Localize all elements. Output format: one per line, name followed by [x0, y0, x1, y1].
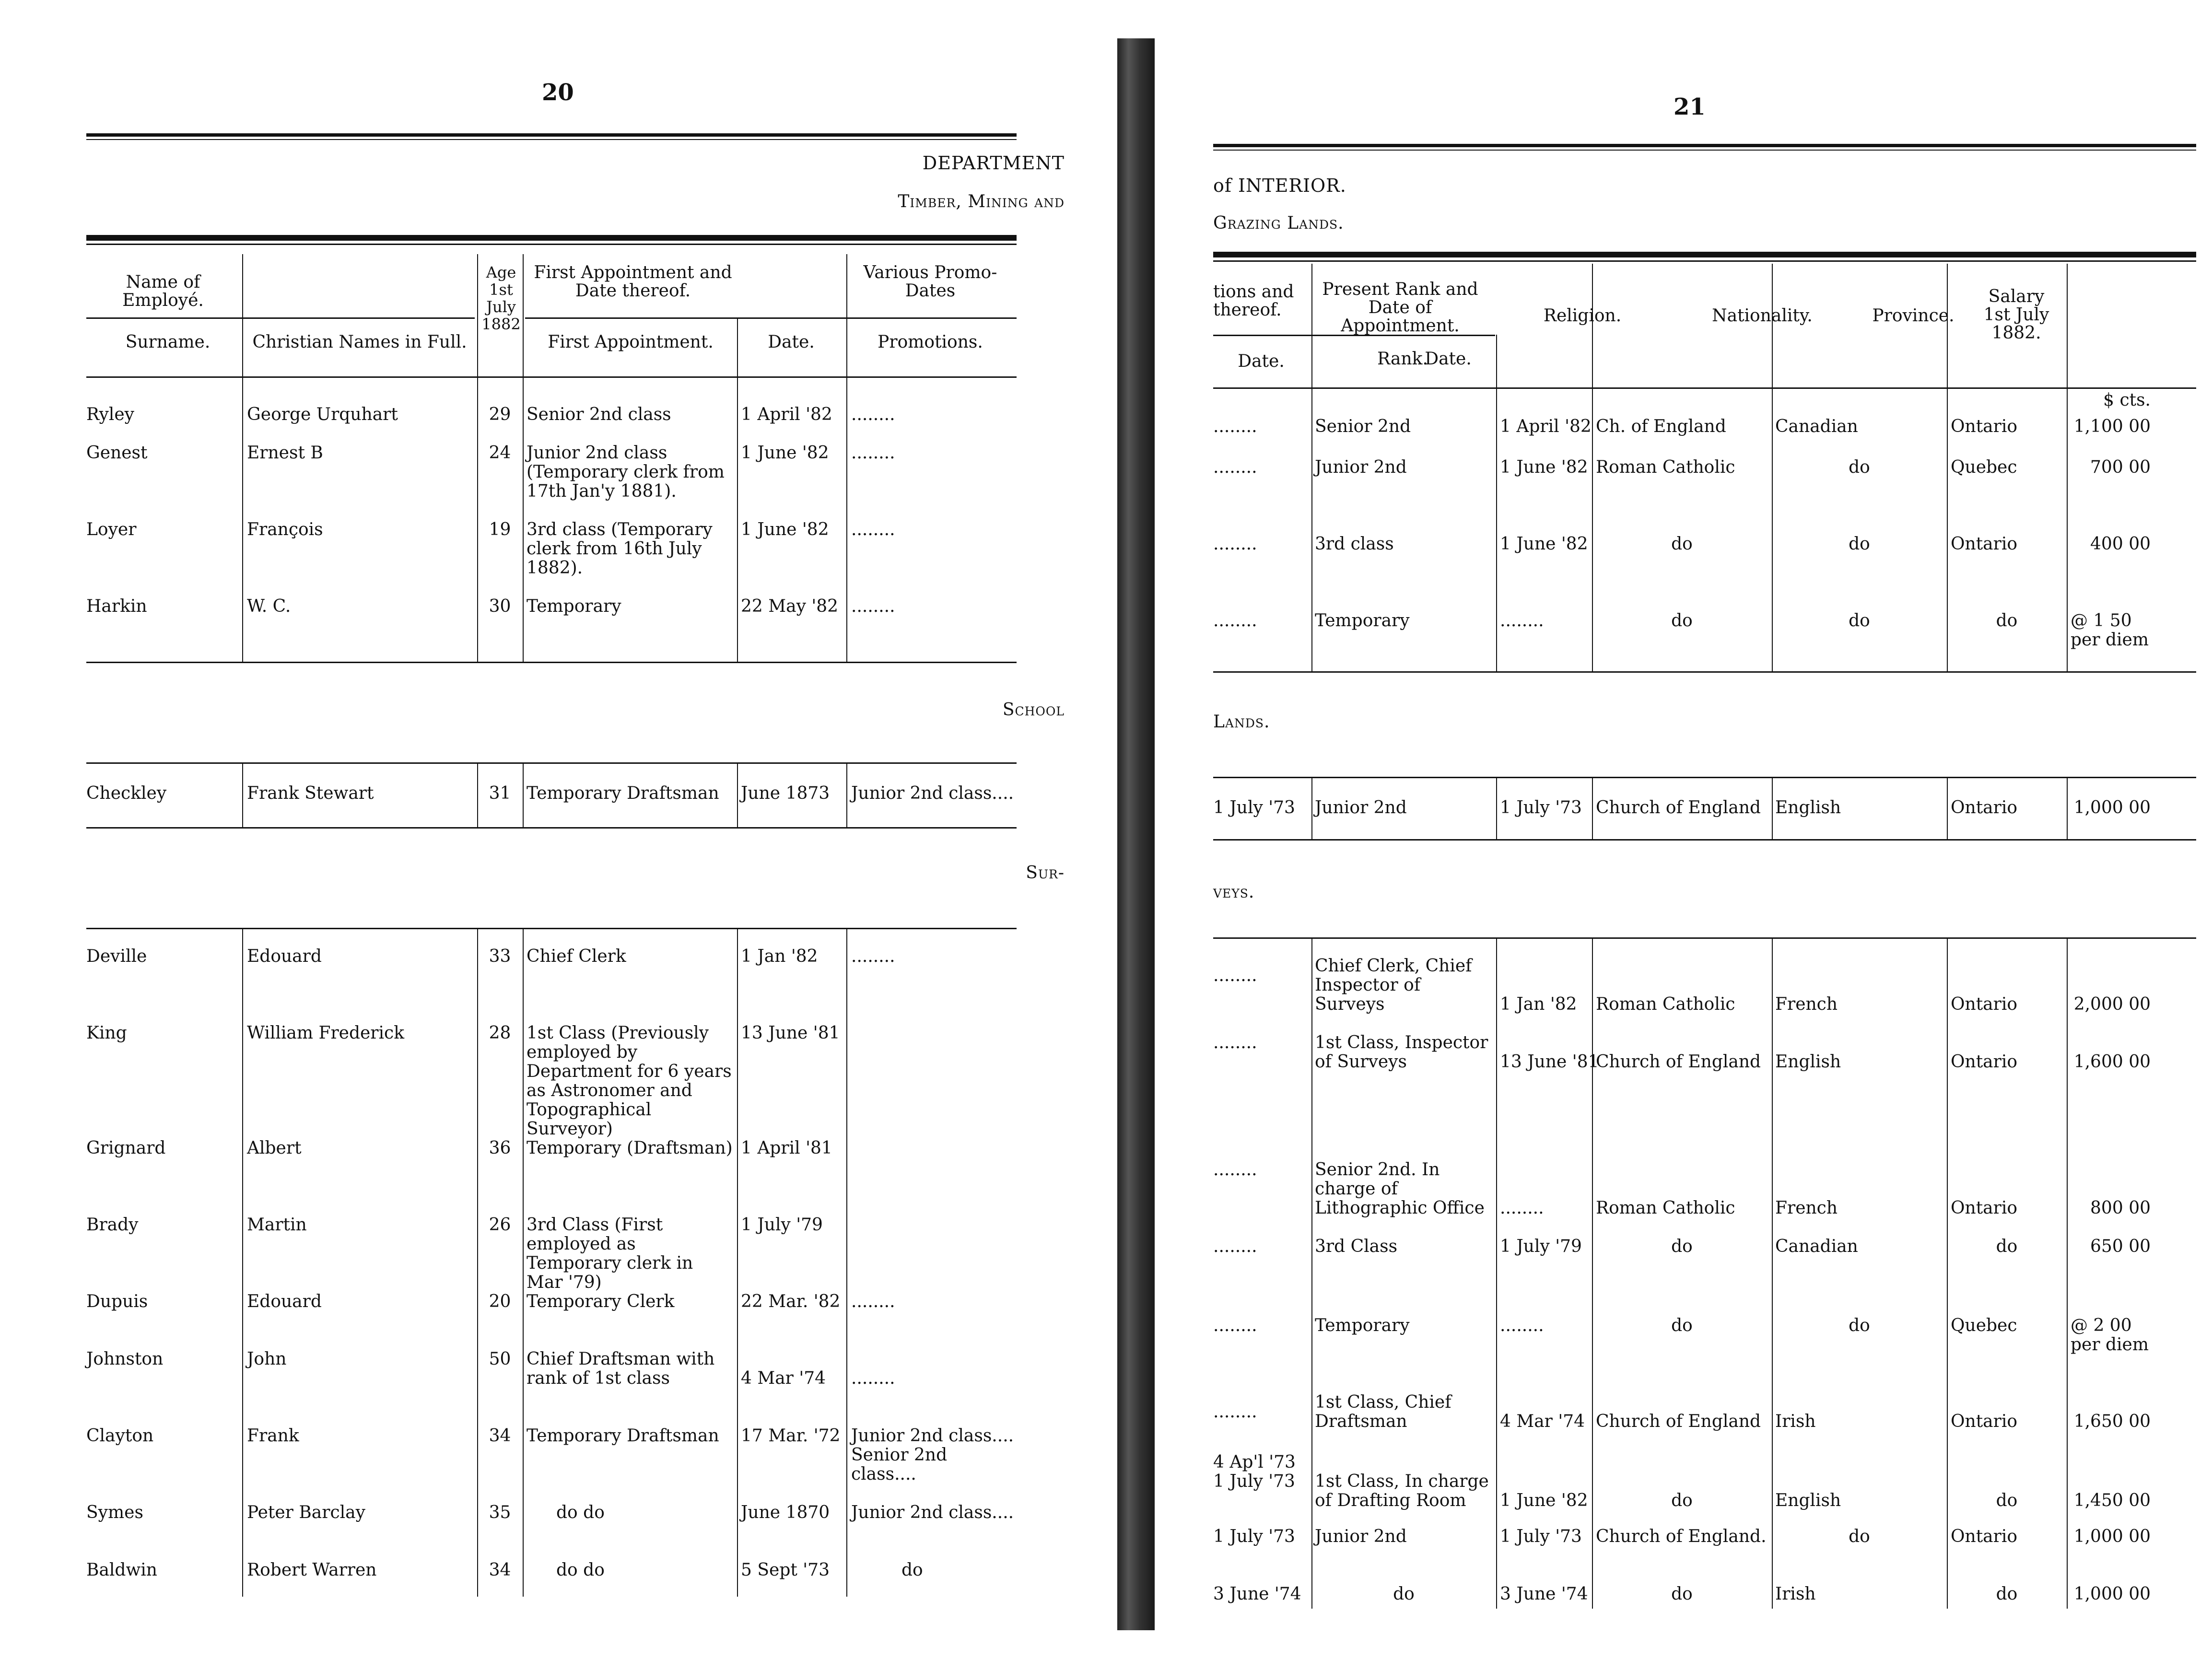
section-survey-heading: Sur- — [1026, 863, 1065, 883]
header-rank: Rank. — [1377, 349, 1428, 369]
table-top-rule — [1213, 252, 2196, 262]
department-heading: DEPARTMENT — [922, 152, 1065, 174]
header-tions-group: tions and thereof. — [1213, 282, 1294, 320]
branch-heading: Grazing Lands. — [1213, 213, 1344, 233]
header-first-appointment-group: First Appointment and Date thereof. — [534, 263, 732, 301]
header-various-group: Various Promo- Dates — [863, 263, 997, 301]
header-date: Date. — [768, 332, 815, 352]
branch-heading: Timber, Mining and — [898, 192, 1065, 211]
double-rule — [1213, 144, 2196, 151]
header-nationality: Nationality. — [1712, 306, 1813, 326]
book-spine — [1117, 38, 1155, 1630]
left-page: 20 DEPARTMENT Timber, Mining and Name of Employé. Age 1st July 1882 First Appointment and Date thereof. Various Promo- Dates Surname. Christian Names in Full. First Appointment. Date. Promotions. Ryley George Urquhart 29 Senior 2nd class 1 April '82 ........ Genest Ernest B 24 Junior 2nd class (Temporary clerk from 17th Jan'y 1881). 1 June '82 ........ Loyer François 19 3rd class (Temporary clerk from 16th July 1882). 1 June '82 ........ Harkin W. C. 30 Temporary 22 May '82 ........ School Checkley Frank Stewart 31 Temporary Draftsman June 1873 Junior 2nd class.... Sur- Deville Edouard 33 Chief Clerk 1 Jan '82 ........ King William Frederick 28 1st Class (Previously employed by Department for 6 years as Astronomer and Topographical Surveyor) 13 June '81 Grignard Albert 36 Temporary (Draftsman) 1 April '81 Brady Martin 26 3rd Class (First employed as Temporary clerk in Mar '79) 1 July '79 Dupuis Edouard 20 Temporary Clerk 22 Mar. '82 ........ Johnston John 50 Chief Draftsman with rank of 1st class 4 Mar '74 ........ Clayton Frank 34 Temporary Draftsman 17 Mar. '72 Junior 2nd class.... Senior 2nd class.... Symes Peter Barclay 35 do do June 1870 Junior 2nd class.... Baldwin Robert Warren 34 do do 5 Sept '73 do — [0, 0, 1103, 1659]
table-top-rule — [86, 235, 1017, 245]
header-age: Age 1st July 1882 — [481, 263, 521, 333]
right-page: 21 of INTERIOR. Grazing Lands. tions and thereof. Present Rank and Date of Appointment. Religion. Nationality. Province. Salary 1st July 1882. Date. Rank. Date. $ cts. ........ Senior 2nd 1 April '82 Ch. of England Canadian Ontario 1,100 00 ........ Junior 2nd 1 June '82 Roman Catholic do Quebec 700 00 ........ 3rd class 1 June '82 do do Ontario 400 00 ........ Temporary ........ do do do @ 1 50 per diem Lands. 1 July '73 Junior 2nd 1 July '73 Church of England English Ontario 1,000 00 veys. ........ Chief Clerk, Chief Inspector of Surveys 1 Jan '82 Roman Catholic French Ontario 2,000 00 ........ 1st Class, Inspector of Surveys 13 June '81 Church of England English Ontario 1,600 00 ........ Senior 2nd. In charge of Lithographic Office ........ Roman Catholic French Ontario 800 00 ........ 3rd Class 1 July '79 do Canadian do 650 00 ........ Temporary ........ do do Quebec @ 2 00 per diem ........ 1st Class, Chief Draftsman 4 Mar '74 Church of England Irish Ontario 1,650 00 4 Ap'l '73 1 July '73 1st Class, In charge of Drafting Room 1 June '82 do English do 1,450 00 1 July '73 Junior 2nd 1 July '73 Church of England. do Ontario 1,000 00 3 June '74 do 3 June '74 do Irish do 1,000 00 — [1160, 0, 2212, 1659]
salary-unit: $ cts. — [2103, 390, 2151, 410]
page-number: 20 — [542, 79, 574, 106]
page-number: 21 — [1674, 93, 1706, 120]
header-province: Province. — [1872, 306, 1955, 326]
header-religion: Religion. — [1543, 306, 1622, 326]
header-present-rank-group: Present Rank and Date of Appointment. — [1322, 280, 1478, 336]
header-name-group: Name of Employé. — [122, 272, 204, 310]
header-tions-date: Date. — [1238, 351, 1285, 371]
header-date: Date. — [1425, 349, 1472, 369]
section-surveys-heading: veys. — [1213, 882, 1255, 902]
department-heading: of INTERIOR. — [1213, 175, 1346, 196]
header-christian-names: Christian Names in Full. — [252, 332, 467, 352]
double-rule — [86, 133, 1017, 140]
section-lands-heading: Lands. — [1213, 712, 1270, 732]
header-surname: Surname. — [125, 332, 211, 352]
section-school-heading: School — [1002, 700, 1065, 720]
header-promotions: Promotions. — [878, 332, 983, 352]
header-first-appointment: First Appointment. — [548, 332, 714, 352]
header-salary: Salary 1st July 1882. — [1983, 287, 2049, 343]
